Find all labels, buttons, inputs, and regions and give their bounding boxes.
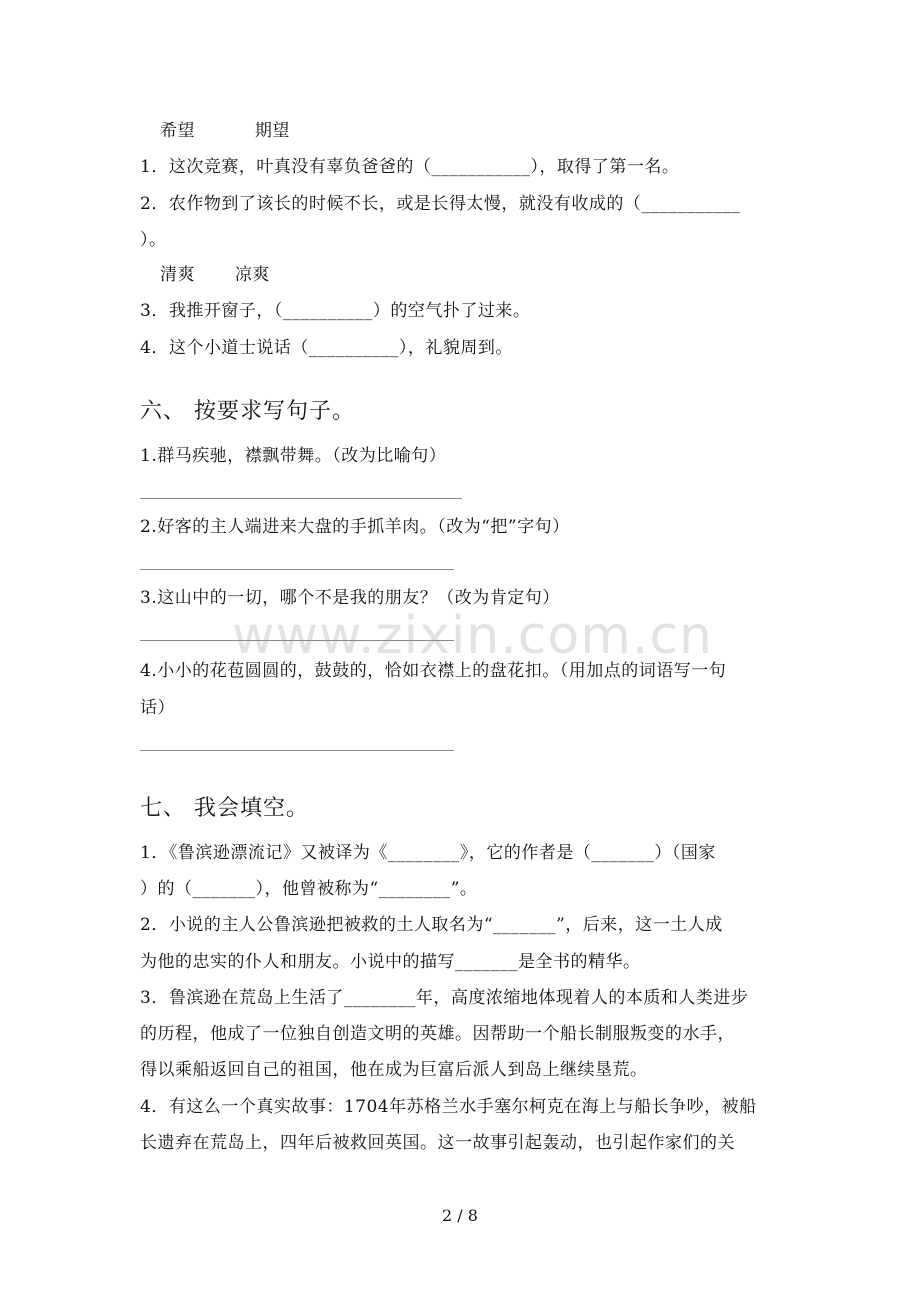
question-6-4: 4.小小的花苞圆圆的，鼓鼓的，恰如衣襟上的盘花扣。（用加点的词语写一句 [140, 661, 727, 681]
word-choice: 期望 [254, 121, 290, 141]
word-pair-2 [160, 264, 270, 286]
question-5-4: 4．这个小道士说话（__________），礼貌周到。 [140, 338, 513, 358]
question-7-line: 的历程，他成了一位独自创造文明的英雄。因帮助一个船长制服叛变的水手， [140, 1024, 735, 1044]
answer-line [140, 750, 454, 751]
word-choice: 清爽 [160, 265, 195, 285]
question-7-line: 3．鲁滨逊在荒岛上生活了________年，高度浓缩地体现着人的本质和人类进步 [140, 988, 749, 1008]
question-5-1: 1．这次竞赛，叶真没有辜负爸爸的（___________），取得了第一名。 [140, 157, 680, 177]
word-pair-1 [160, 120, 290, 142]
question-6-2: 2.好客的主人端进来大盘的手抓羊肉。（改为“把”字句） [140, 517, 570, 537]
question-7-line: 1．《鲁滨逊漂流记》又被译为《________》，它的作者是（_______）（国家 [140, 843, 716, 863]
word-choice: 希望 [160, 121, 195, 141]
section-6-heading: 六、 按要求写句子。 [140, 399, 355, 424]
question-6-1: 1.群马疾驰，襟飘带舞。（改为比喻句） [140, 446, 447, 466]
section-7-heading: 七、 我会填空。 [140, 796, 309, 821]
question-5-2: 2．农作物到了该长的时候不长，或是长得太慢，就没有收成的（___________ [140, 194, 741, 214]
question-5-2-cont: ）。 [140, 230, 167, 250]
watermark: www.zixin.com.cn [232, 606, 713, 666]
word-choice: 凉爽 [234, 265, 270, 285]
page-number: 2 / 8 [442, 1206, 478, 1225]
answer-line [140, 569, 454, 570]
question-7-line: 4．有这么一个真实故事：1704年苏格兰水手塞尔柯克在海上与船长争吵，被船 [140, 1097, 757, 1117]
question-7-line: 为他的忠实的仆人和朋友。小说中的描写_______是全书的精华。 [140, 952, 641, 972]
question-7-line: ）的（_______），他曾被称为“________”。 [140, 879, 478, 899]
question-7-line: 2．小说的主人公鲁滨逊把被救的土人取名为“_______”，后来，这一土人成 [140, 915, 723, 935]
question-5-3: 3．我推开窗子，（__________）的空气扑了过来。 [140, 301, 531, 321]
question-6-3: 3.这山中的一切，哪个不是我的朋友？（改为肯定句） [140, 588, 560, 608]
question-7-line: 长遗弃在荒岛上，四年后被救回英国。这一故事引起轰动，也引起作家们的关 [140, 1133, 735, 1153]
question-7-line: 得以乘船返回自己的祖国，他在成为巨富后派人到岛上继续垦荒。 [140, 1060, 648, 1080]
question-6-4-cont: 话） [140, 698, 175, 718]
answer-line [140, 498, 462, 499]
